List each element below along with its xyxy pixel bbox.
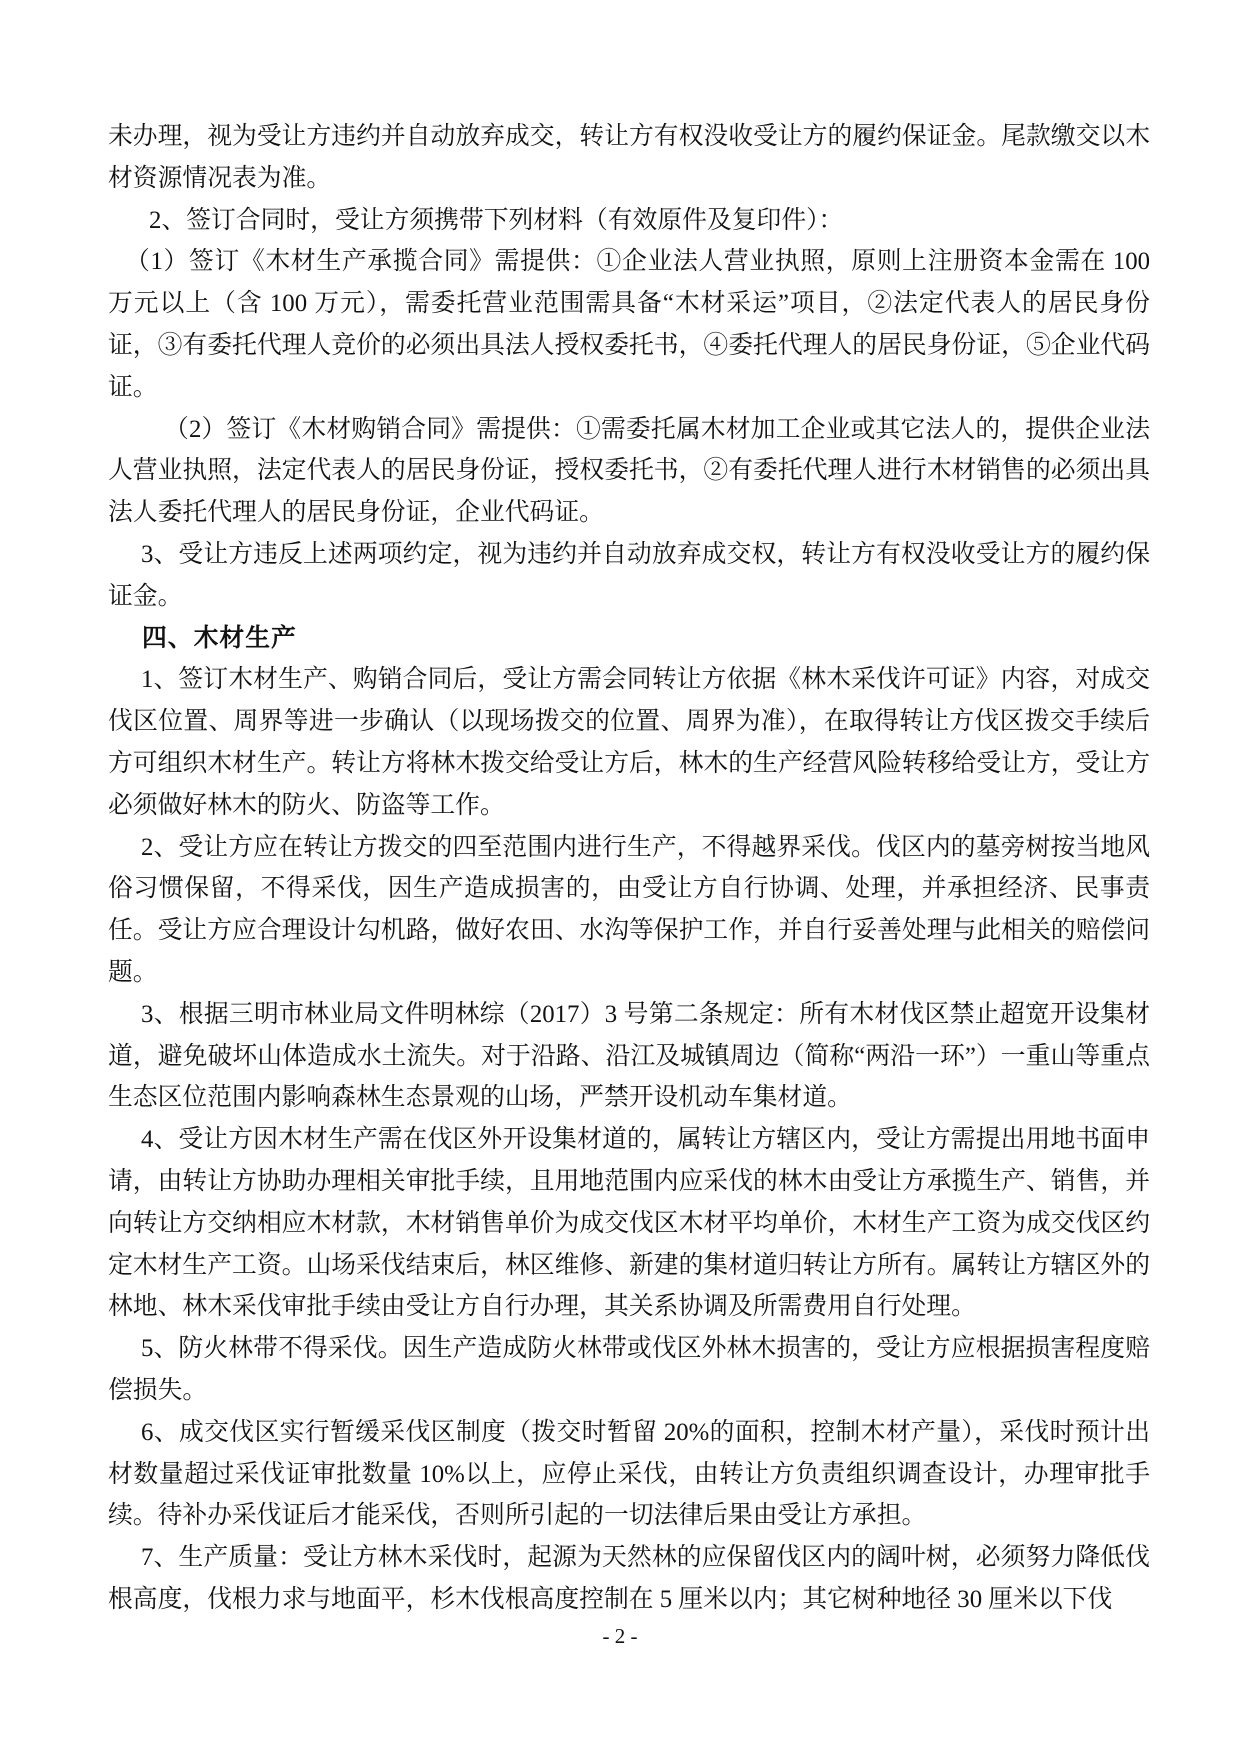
- paragraph-subitem-1: （1）签订《木材生产承揽合同》需提供：①企业法人营业执照，原则上注册资本金需在 100 万元以上（含 100 万元），需委托营业范围需具备“木材采运”项目，②法定代表人的居民身份证，③有委托代理人竞价的必须出具法人授权委托书，④委托代理人的居民身份证，⑤企业代码证。: [108, 248, 1150, 401]
- paragraph-production-item-1: 1、签订木材生产、购销合同后，受让方需会同转让方依据《林木采伐许可证》内容，对成交伐区位置、周界等进一步确认（以现场拨交的位置、周界为准），在取得转让方伐区拨交手续后方可组织木材生产。转让方将林木拨交给受让方后，林木的生产经营风险转移给受让方，受让方必须做好林木的防火、防盗等工作。: [108, 666, 1150, 819]
- paragraph-production-item-6: 6、成交伐区实行暂缓采伐区制度（拨交时暂留 20%的面积，控制木材产量），采伐时预计出材数量超过采伐证审批数量 10%以上，应停止采伐，由转让方负责组织调查设计，办理审批手续。待补办采伐证后才能采伐，否则所引起的一切法律后果由受让方承担。: [108, 1418, 1150, 1530]
- section-heading-timber-production: 四、木材生产: [142, 624, 297, 652]
- document-body: [108, 116, 1150, 1621]
- paragraph-item-2: 2、签订合同时，受让方须携带下列材料（有效原件及复印件）：: [149, 206, 844, 234]
- paragraph-item-3: 3、受让方违反上述两项约定，视为违约并自动放弃成交权，转让方有权没收受让方的履约保证金。: [108, 540, 1150, 610]
- paragraph-production-item-7: 7、生产质量：受让方林木采伐时，起源为天然林的应保留伐区内的阔叶树，必须努力降低伐根高度，伐根力求与地面平，杉木伐根高度控制在 5 厘米以内；其它树种地径 30 厘米以下伐: [108, 1544, 1150, 1613]
- paragraph-subitem-2: （2）签订《木材购销合同》需提供：①需委托属木材加工企业或其它法人的，提供企业法人营业执照，法定代表人的居民身份证，授权委托书，②有委托代理人进行木材销售的必须出具法人委托代理人的居民身份证，企业代码证。: [108, 415, 1150, 527]
- paragraph-continuation: 未办理，视为受让方违约并自动放弃成交，转让方有权没收受让方的履约保证金。尾款缴交以木材资源情况表为准。: [108, 123, 1150, 192]
- paragraph-production-item-3: 3、根据三明市林业局文件明林综（2017）3 号第二条规定：所有木材伐区禁止超宽开设集材道，避免破坏山体造成水土流失。对于沿路、沿江及城镇周边（简称“两沿一环”）一重山等重点生态区位范围内影响森林生态景观的山场，严禁开设机动车集材道。: [108, 1000, 1150, 1112]
- paragraph-production-item-4: 4、受让方因木材生产需在伐区外开设集材道的，属转让方辖区内，受让方需提出用地书面申请，由转让方协助办理相关审批手续，且用地范围内应采伐的林木由受让方承揽生产、销售，并向转让方交纳相应木材款，木材销售单价为成交伐区木材平均单价，木材生产工资为成交伐区约定木材生产工资。山场采伐结束后，林区维修、新建的集材道归转让方所有。属转让方辖区外的林地、林木采伐审批手续由受让方自行办理，其关系协调及所需费用自行处理。: [108, 1126, 1150, 1321]
- page-number: - 2 -: [602, 1624, 638, 1648]
- paragraph-production-item-5: 5、防火林带不得采伐。因生产造成防火林带或伐区外林木损害的，受让方应根据损害程度赔偿损失。: [108, 1335, 1150, 1404]
- paragraph-production-item-2: 2、受让方应在转让方拨交的四至范围内进行生产，不得越界采伐。伐区内的墓旁树按当地风俗习惯保留，不得采伐，因生产造成损害的，由受让方自行协调、处理，并承担经济、民事责任。受让方应合理设计勾机路，做好农田、水沟等保护工作，并自行妥善处理与此相关的赔偿问题。: [108, 833, 1150, 986]
